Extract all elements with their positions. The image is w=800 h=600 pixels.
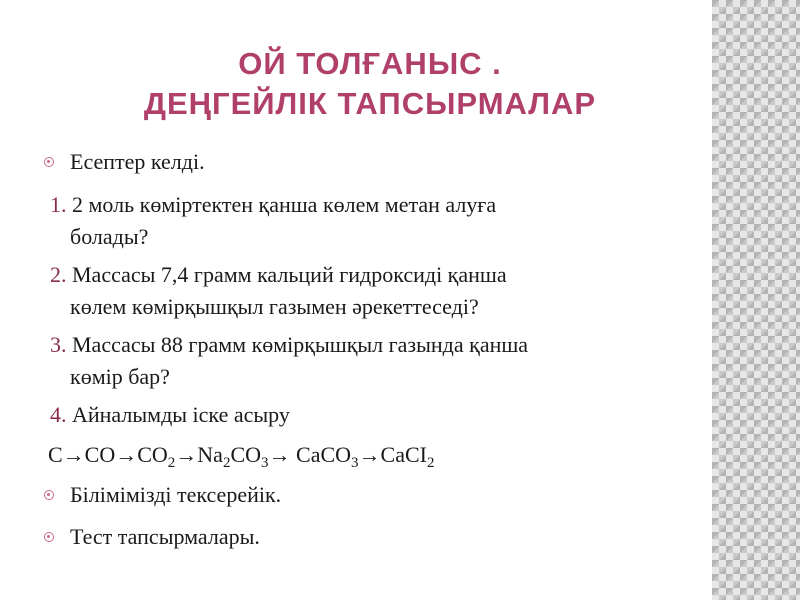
task-3-line-2: көмір бар? bbox=[70, 364, 170, 389]
title-line-1: ОЙ ТОЛҒАНЫС . bbox=[238, 46, 502, 81]
bullet-test: Тест тапсырмалары. bbox=[70, 524, 260, 549]
task-3-number: 3. bbox=[50, 332, 67, 357]
task-1-line-2: болады? bbox=[70, 224, 149, 249]
task-4-line-1 bbox=[50, 402, 290, 428]
target-bullet-icon bbox=[44, 532, 54, 542]
chain-sub-5: 2 bbox=[426, 455, 435, 471]
chain-sub-3: 3 bbox=[261, 455, 269, 471]
title-line-2: ДЕҢГЕЙЛІК ТАПСЫРМАЛАР bbox=[143, 86, 597, 121]
task-3-line-1 bbox=[50, 332, 528, 358]
chain-part-5: →CaCI bbox=[358, 442, 427, 467]
chain-part-2: →Na bbox=[175, 442, 223, 467]
task-1-number: 1. bbox=[50, 192, 67, 217]
target-bullet-icon bbox=[44, 490, 54, 500]
task-4-number: 4. bbox=[50, 402, 67, 427]
task-2-text: Массасы 7,4 грамм кальций гидроксиді қанша bbox=[66, 262, 507, 287]
bullet-check: Білімімізді тексерейік. bbox=[70, 482, 282, 507]
task-1-text: 2 моль көміртектен қанша көлем метан алуға bbox=[66, 192, 497, 217]
task-2-line-1 bbox=[50, 262, 507, 288]
reaction-chain bbox=[48, 442, 435, 471]
task-2-line-2: көлем көмірқышқыл газымен әрекеттеседі? bbox=[70, 294, 479, 319]
chain-part-1: C→CO→CO bbox=[48, 442, 168, 467]
task-2-number: 2. bbox=[50, 262, 67, 287]
task-3-text: Массасы 88 грамм көмірқышқыл газында қанша bbox=[66, 332, 529, 357]
chain-part-4: → CaCO bbox=[268, 442, 352, 467]
target-bullet-icon bbox=[44, 157, 54, 167]
task-4-text: Айналымды іске асыру bbox=[66, 402, 290, 427]
task-1-line-1 bbox=[50, 192, 496, 218]
decorative-side-pattern bbox=[712, 0, 800, 600]
chain-sub-2: 2 bbox=[222, 455, 231, 471]
bullet-intro: Есептер келді. bbox=[70, 149, 205, 174]
chain-sub-4: 3 bbox=[351, 455, 359, 471]
slide-title bbox=[40, 44, 700, 124]
chain-part-3: CO bbox=[230, 442, 262, 467]
chain-sub-1: 2 bbox=[167, 455, 176, 471]
